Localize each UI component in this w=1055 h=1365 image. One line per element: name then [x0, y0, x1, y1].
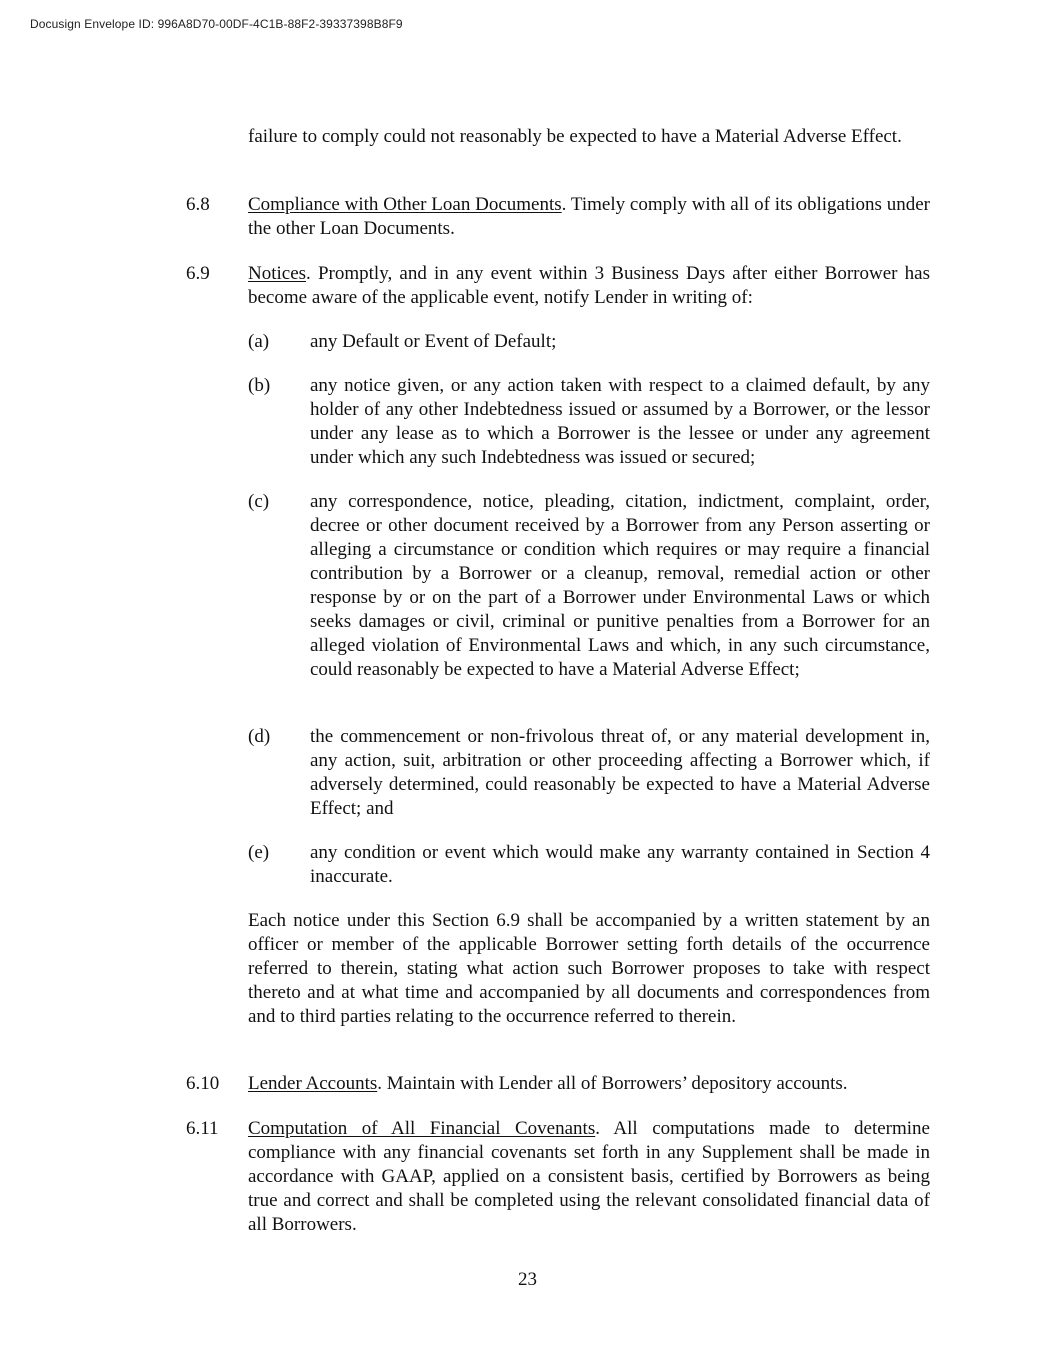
section-6-10-heading: Lender Accounts	[248, 1073, 378, 1094]
section-6-11	[248, 1117, 930, 1237]
page-number: 23	[518, 1269, 537, 1290]
section-6-8-body: . Timely comply with all of its obligations under the other Loan Documents.	[248, 194, 930, 239]
section-6-11-number: 6.11	[186, 1118, 219, 1139]
item-e-text: any condition or event which would make any warranty contained in Section 4 inaccurate.	[310, 842, 930, 887]
section-6-9	[248, 262, 930, 310]
item-c-text: any correspondence, notice, pleading, citation, indictment, complaint, order, decree or other document received by a Borrower from any Person asserting or alleging a circumstance or condition which requires or may require a financial contribution by a Borrower or a cleanup, removal, remedial action or other response by or on the part of a Borrower under Environmental Laws or which seeks damages or civil, criminal or punitive penalties from a Borrower for an alleged violation of Environmental Laws and which, in any such circumstance, could reasonably be expected to have a Material Adverse Effect;	[310, 491, 930, 680]
section-6-9-body: . Promptly, and in any event within 3 Business Days after either Borrower has become aware of the applicable event, notify Lender in writing of:	[248, 263, 930, 308]
section-6-9-heading: Notices	[248, 263, 307, 284]
envelope-id: Docusign Envelope ID: 996A8D70-00DF-4C1B-88F2-39337398B8F9	[30, 17, 403, 31]
section-6-11-body: . All computations made to determine compliance with any financial covenants set forth in any Supplement shall be made in accordance with GAAP, applied on a consistent basis, certified by Borrowers as being true and correct and shall be completed using the relevant consolidated financial data of all Borrowers.	[248, 1118, 930, 1235]
section-6-10-body: . Maintain with Lender all of Borrowers’ depository accounts.	[377, 1073, 848, 1094]
item-d-label: (d)	[248, 726, 271, 747]
item-b-label: (b)	[248, 375, 271, 396]
section-6-11-heading: Computation of All Financial Covenants	[248, 1118, 596, 1139]
section-6-9-number: 6.9	[186, 263, 210, 284]
item-e-label: (e)	[248, 842, 270, 863]
item-c-label: (c)	[248, 491, 270, 512]
section-6-9-closing: Each notice under this Section 6.9 shall be accompanied by a written statement by an officer or member of the applicable Borrower setting forth details of the occurrence referred to therein, stating what action such Borrower proposes to take with respect thereto and at what time and accompanied by all documents and correspondences from and to third parties relating to the occurrence referred to therein.	[248, 910, 930, 1027]
section-6-10	[248, 1072, 930, 1096]
section-6-10-number: 6.10	[186, 1073, 220, 1094]
item-a-text: any Default or Event of Default;	[310, 331, 557, 352]
item-b-text: any notice given, or any action taken with respect to a claimed default, by any holder of any other Indebtedness issued or assumed by a Borrower, or the lessor under any lease as to which a Borrower is the lessee or under any agreement under which any such Indebtedness was issued or secured;	[310, 375, 930, 468]
section-6-8-heading: Compliance with Other Loan Documents	[248, 194, 562, 215]
item-d-text: the commencement or non-frivolous threat of, or any material development in, any action, suit, arbitration or other proceeding affecting a Borrower which, if adversely determined, could reasonably be expected to have a Material Adverse Effect; and	[310, 726, 930, 819]
continuation-paragraph: failure to comply could not reasonably be expected to have a Material Adverse Effect.	[248, 126, 902, 147]
item-a-label: (a)	[248, 331, 270, 352]
section-6-8-number: 6.8	[186, 194, 210, 215]
section-6-8	[248, 193, 930, 241]
